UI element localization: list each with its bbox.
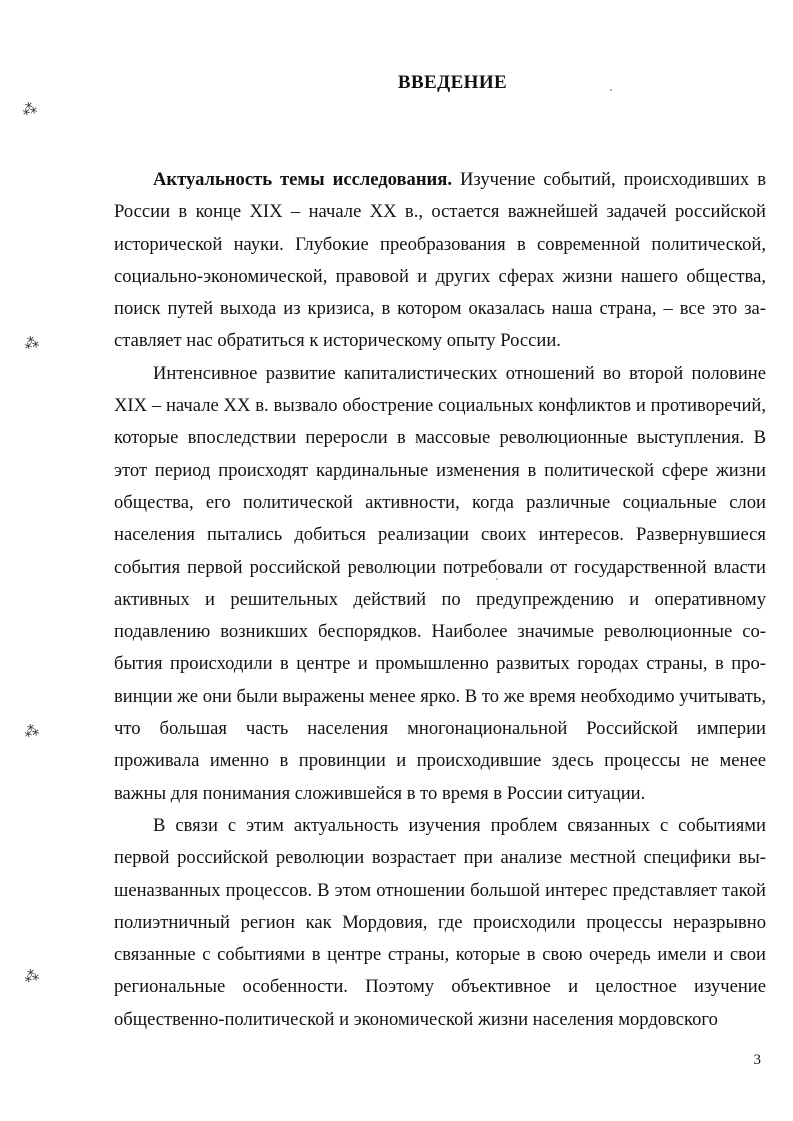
punch-hole-mark-icon: ⁂ bbox=[22, 965, 41, 987]
page-number: 3 bbox=[753, 1052, 761, 1068]
paragraph-lead: Актуальность темы исследования. bbox=[153, 169, 452, 190]
paragraph-2 bbox=[114, 358, 766, 810]
page-title: ВВЕДЕНИЕ bbox=[397, 72, 508, 93]
punch-hole-mark-icon: ⁂ bbox=[22, 720, 41, 742]
paragraph-1 bbox=[114, 164, 766, 358]
paragraph-text: В связи с этим актуальность изучения проблем связанных с событиями первой российской революции возрастает при анализе местной специфики вышеназванных процессов. В этом отношении большой интерес представляет такой полиэтничный регион как Мордовия, где происходили процессы неразрывно связанные с событиями в центре страны, которые в свою очередь имели и свои региональные особенности. Поэтому объективное и целостное изучение общественно-политической и экономической жизни населения мордовского bbox=[114, 814, 766, 1030]
paragraph-text: Изучение событий, происходивших в России в конце XIX – начале XX в., остается важнейшей задачей российской исторической науки. Глубокие преобразования в современной политической, социально-экономической, правовой и других сферах жизни нашего общества, поиск путей выхода из кризиса, в котором оказалась наша страна, – все это заставляет нас обратиться к историческому опыту России. bbox=[114, 169, 766, 352]
punch-hole-mark-icon: ⁂ bbox=[22, 332, 41, 354]
paragraph-3 bbox=[114, 810, 766, 1036]
scan-speck bbox=[610, 89, 612, 91]
punch-hole-mark-icon: ⁂ bbox=[20, 98, 39, 120]
scan-speck bbox=[496, 578, 498, 580]
body-text bbox=[114, 164, 766, 1036]
paragraph-text: Интенсивное развитие капиталистических отношений во второй половине XIX – начале XX в. вызвало обострение социальных конфликтов и противоречий, которые впоследствии переросли в массовые революционные выступления. В этот период происходят кардинальные изменения в политической сфере жизни общества, его политической активности, когда различные социальные слои населения пытались добиться реализации своих интересов. Развернувшиеся события первой российской революции потребовали от государственной власти активных и решительных действий по предупреждению и оперативному подавлению возникших беспорядков. Наиболее значимые революционные события происходили в центре и промышленно развитых городах страны, в провинции же они были выражены менее ярко. В то же время необходимо учитывать, что большая часть населения многонациональной Российской империи проживала именно в провинции и происходившие здесь процессы не менее важны для понимания сложившейся в то время в России ситуации. bbox=[114, 362, 766, 804]
